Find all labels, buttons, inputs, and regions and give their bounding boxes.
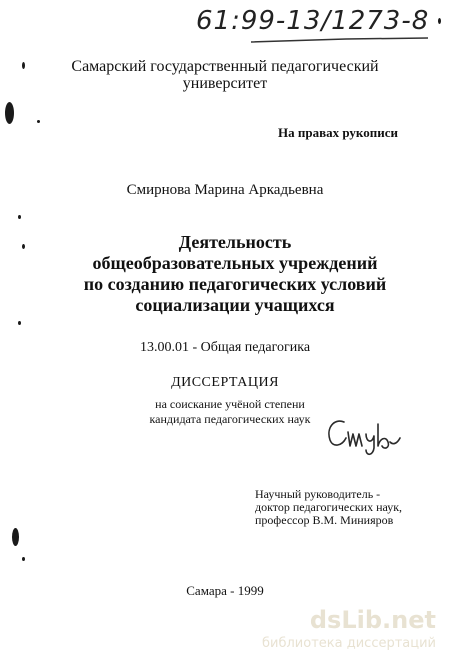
scan-mark <box>18 215 21 219</box>
supervisor-info <box>255 488 445 527</box>
dissertation-title <box>40 232 430 316</box>
scan-mark <box>18 321 21 325</box>
scan-mark <box>22 62 25 69</box>
title-line: по созданию педагогических условий <box>83 274 387 294</box>
title-line: общеобразовательных учреждений <box>92 253 378 273</box>
title-line: социализации учащихся <box>135 295 335 315</box>
scan-mark <box>438 18 441 24</box>
author-name: Смирнова Марина Аркадьевна <box>126 182 324 198</box>
rights-note: На правах рукописи <box>278 125 398 140</box>
scan-mark <box>12 528 19 546</box>
signature-strokes <box>322 412 402 460</box>
archive-code <box>196 6 436 46</box>
handwritten-signature <box>322 412 402 460</box>
specialty-code: 13.00.01 - Общая педагогика <box>139 340 311 355</box>
watermark-logo: dsLib.net <box>309 606 436 634</box>
supervisor-line: Научный руководитель - <box>255 487 381 501</box>
supervisor-line: профессор В.М. Минияров <box>255 513 394 527</box>
degree-line: на соискание учёной степени <box>155 397 305 411</box>
document-type: ДИССЕРТАЦИЯ <box>171 375 279 390</box>
university-name <box>40 58 410 92</box>
supervisor-line: доктор педагогических наук, <box>255 500 403 514</box>
degree-statement <box>140 397 320 427</box>
scan-mark <box>22 244 25 249</box>
scan-mark <box>22 557 25 561</box>
archive-code-text: 61:99-13/1273-8 <box>196 6 430 36</box>
title-line: Деятельность <box>178 232 292 252</box>
place-and-year: Самара - 1999 <box>186 583 264 598</box>
university-line: Самарский государственный педагогический <box>71 58 379 75</box>
university-line: университет <box>182 75 268 92</box>
watermark-subtitle: библиотека диссертаций <box>262 636 436 651</box>
scan-mark <box>5 102 14 124</box>
archive-code-underline <box>196 6 436 46</box>
scan-mark <box>37 120 40 123</box>
degree-line: кандидата педагогических наук <box>149 412 311 426</box>
